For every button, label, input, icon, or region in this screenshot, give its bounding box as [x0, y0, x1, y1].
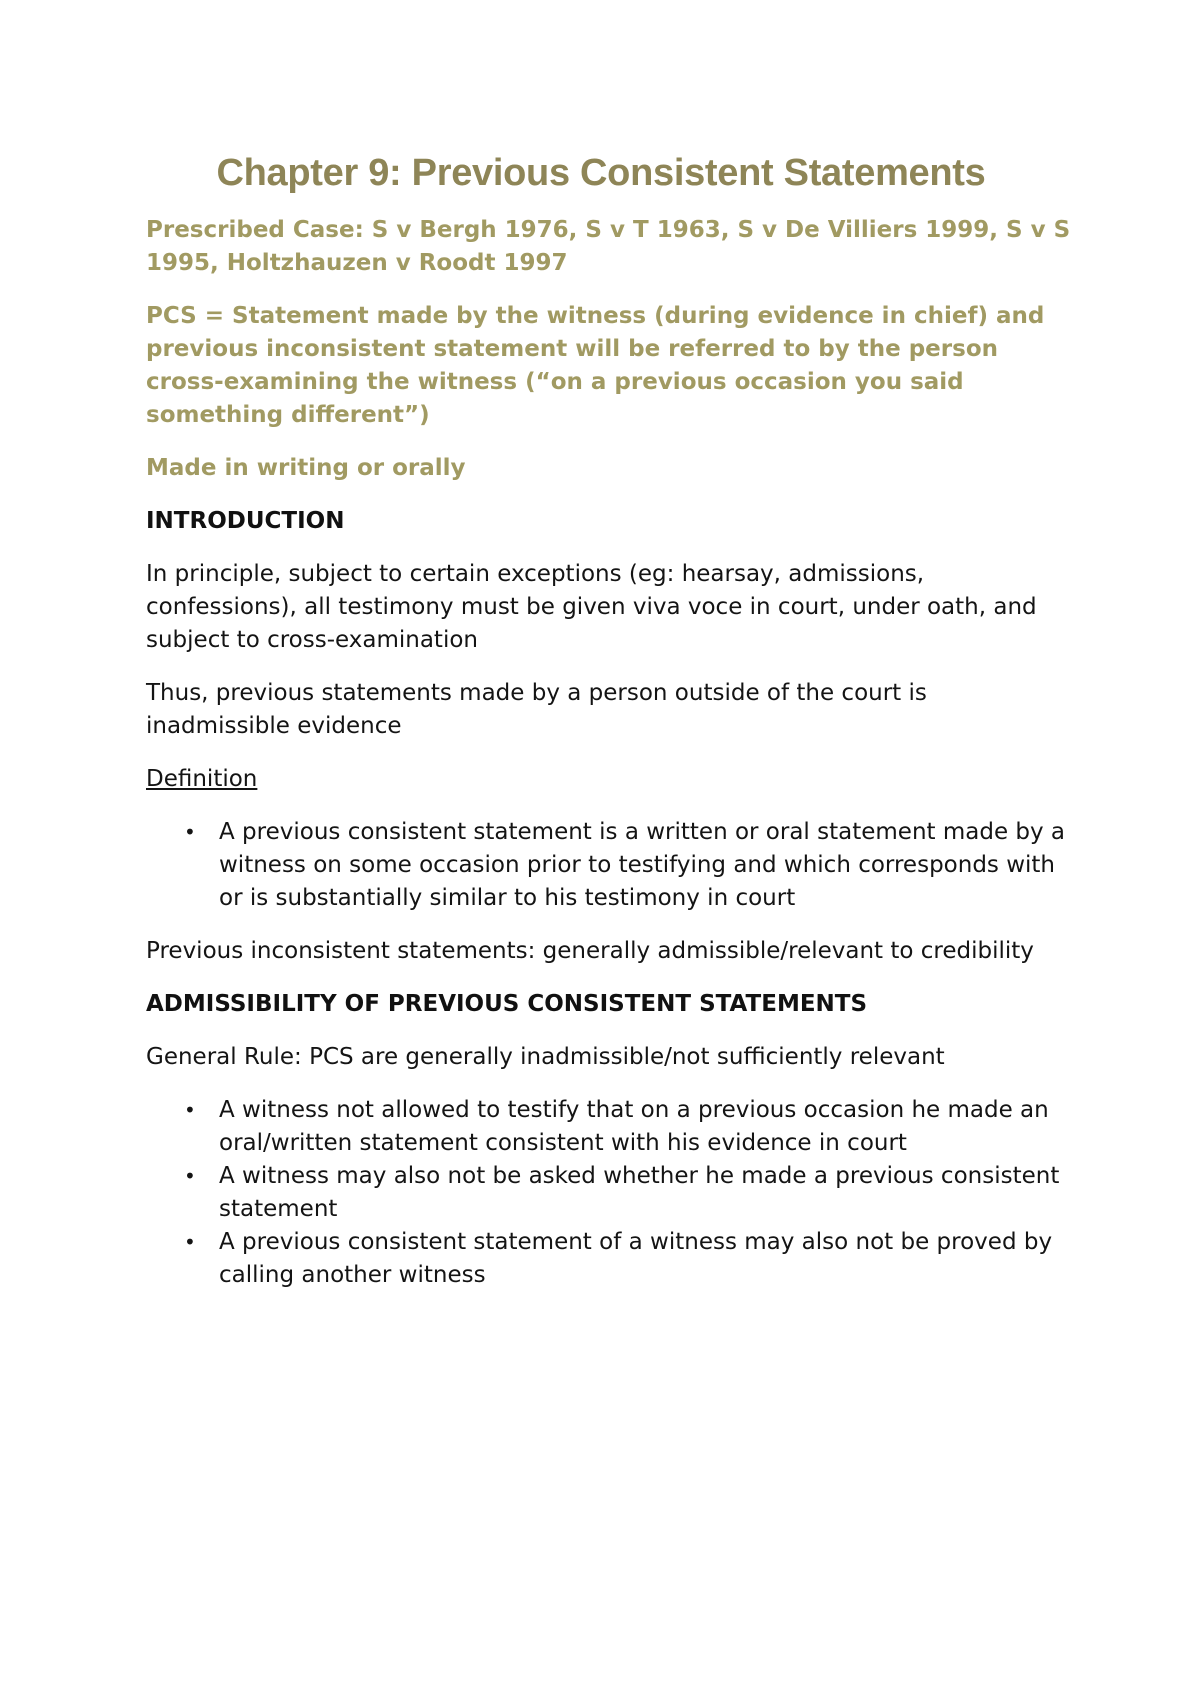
intro-paragraph-1: In principle, subject to certain exceptions (eg: hearsay, admissions, confessions), all testimony must be given viva voce in court, under oath, and subject to cross-examination: [146, 561, 1037, 653]
list-item: [146, 816, 1076, 915]
definition-label: [146, 763, 1076, 796]
rule-list: [146, 1094, 1076, 1292]
list-item-text: A witness may also not be asked whether he made a previous consistent statement: [219, 1163, 1060, 1222]
document-body: [146, 148, 1076, 1312]
bullet-icon: •: [184, 1164, 196, 1188]
bullet-icon: •: [184, 1230, 196, 1254]
admissibility-heading: ADMISSIBILITY OF PREVIOUS CONSISTENT STATEMENTS: [146, 991, 868, 1017]
bullet-icon: •: [184, 820, 196, 844]
list-item: [146, 1160, 1076, 1226]
intro-paragraph-2: Thus, previous statements made by a person outside of the court is inadmissible evidence: [146, 680, 927, 739]
general-rule: General Rule: PCS are generally inadmissible/not sufficiently relevant: [146, 1044, 945, 1070]
definition-label-text: Definition: [146, 766, 258, 792]
list-item: [146, 1226, 1076, 1292]
pcs-definition: PCS = Statement made by the witness (during evidence in chief) and previous inconsistent statement will be referred to by the person cross-examining the witness (“on a previous occasion you said something different”): [146, 303, 1045, 428]
list-item-text: A previous consistent statement of a witness may also not be proved by calling another witness: [219, 1229, 1053, 1288]
list-item: [146, 1094, 1076, 1160]
list-item-text: A witness not allowed to testify that on a previous occasion he made an oral/written statement consistent with his evidence in court: [219, 1097, 1049, 1156]
definition-list: [146, 816, 1076, 915]
bullet-icon: •: [184, 1098, 196, 1122]
list-item-text: A previous consistent statement is a written or oral statement made by a witness on some occasion prior to testifying and which corresponds with or is substantially similar to his testimony in court: [219, 819, 1066, 911]
introduction-heading: INTRODUCTION: [146, 508, 345, 534]
prescribed-case: Prescribed Case: S v Bergh 1976, S v T 1963, S v De Villiers 1999, S v S 1995, Holtzhauzen v Roodt 1997: [146, 217, 1071, 276]
inconsistent-note: Previous inconsistent statements: generally admissible/relevant to credibility: [146, 938, 1034, 964]
made-in-note: Made in writing or orally: [146, 455, 466, 481]
page-title: Chapter 9: Previous Consistent Statements: [216, 152, 986, 194]
